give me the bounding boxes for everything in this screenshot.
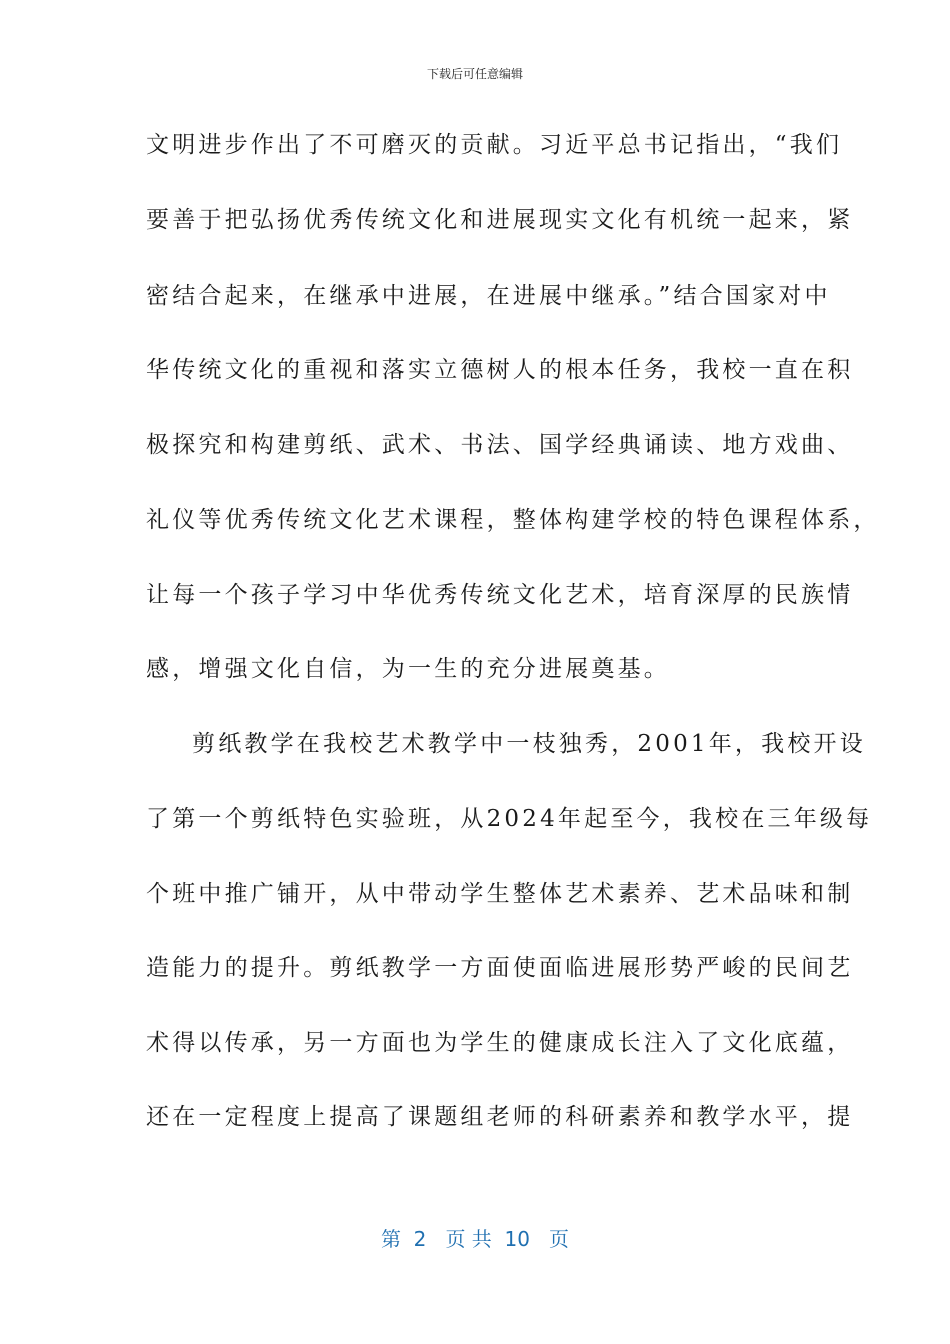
body-line: 极探究和构建剪纸、武术、书法、国学经典诵读、地方戏曲、 bbox=[146, 432, 854, 458]
paragraph-first-line: 剪纸教学在我校艺术教学中一枝独秀，2001年，我校开设 bbox=[192, 731, 866, 757]
body-line: 还在一定程度上提高了课题组老师的科研素养和教学水平，提 bbox=[146, 1104, 854, 1130]
body-line: 让每一个孩子学习中华优秀传统文化艺术，培育深厚的民族情 bbox=[146, 582, 854, 608]
body-line: 礼仪等优秀传统文化艺术课程，整体构建学校的特色课程体系， bbox=[146, 507, 880, 533]
body-line: 要善于把弘扬优秀传统文化和进展现实文化有机统一起来，紧 bbox=[146, 207, 854, 233]
body-line: 华传统文化的重视和落实立德树人的根本任务，我校一直在积 bbox=[146, 357, 854, 383]
body-line: 造能力的提升。剪纸教学一方面使面临进展形势严峻的民间艺 bbox=[146, 955, 854, 981]
body-line: 感，增强文化自信，为一生的充分进展奠基。 bbox=[146, 656, 670, 682]
body-line: 文明进步作出了不可磨灭的贡献。习近平总书记指出，“我们 bbox=[146, 132, 843, 158]
page-number-footer: 第 2 页 共 10 页 bbox=[380, 1227, 570, 1251]
body-line: 个班中推广铺开，从中带动学生整体艺术素养、艺术品味和制 bbox=[146, 881, 854, 907]
body-line: 术得以传承，另一方面也为学生的健康成长注入了文化底蕴， bbox=[146, 1030, 854, 1056]
page-header-note: 下载后可任意编辑 bbox=[426, 67, 523, 81]
body-line: 密结合起来，在继承中进展，在进展中继承。”结合国家对中 bbox=[146, 283, 831, 309]
body-line: 了第一个剪纸特色实验班，从2024年起至今，我校在三年级每 bbox=[146, 806, 873, 832]
